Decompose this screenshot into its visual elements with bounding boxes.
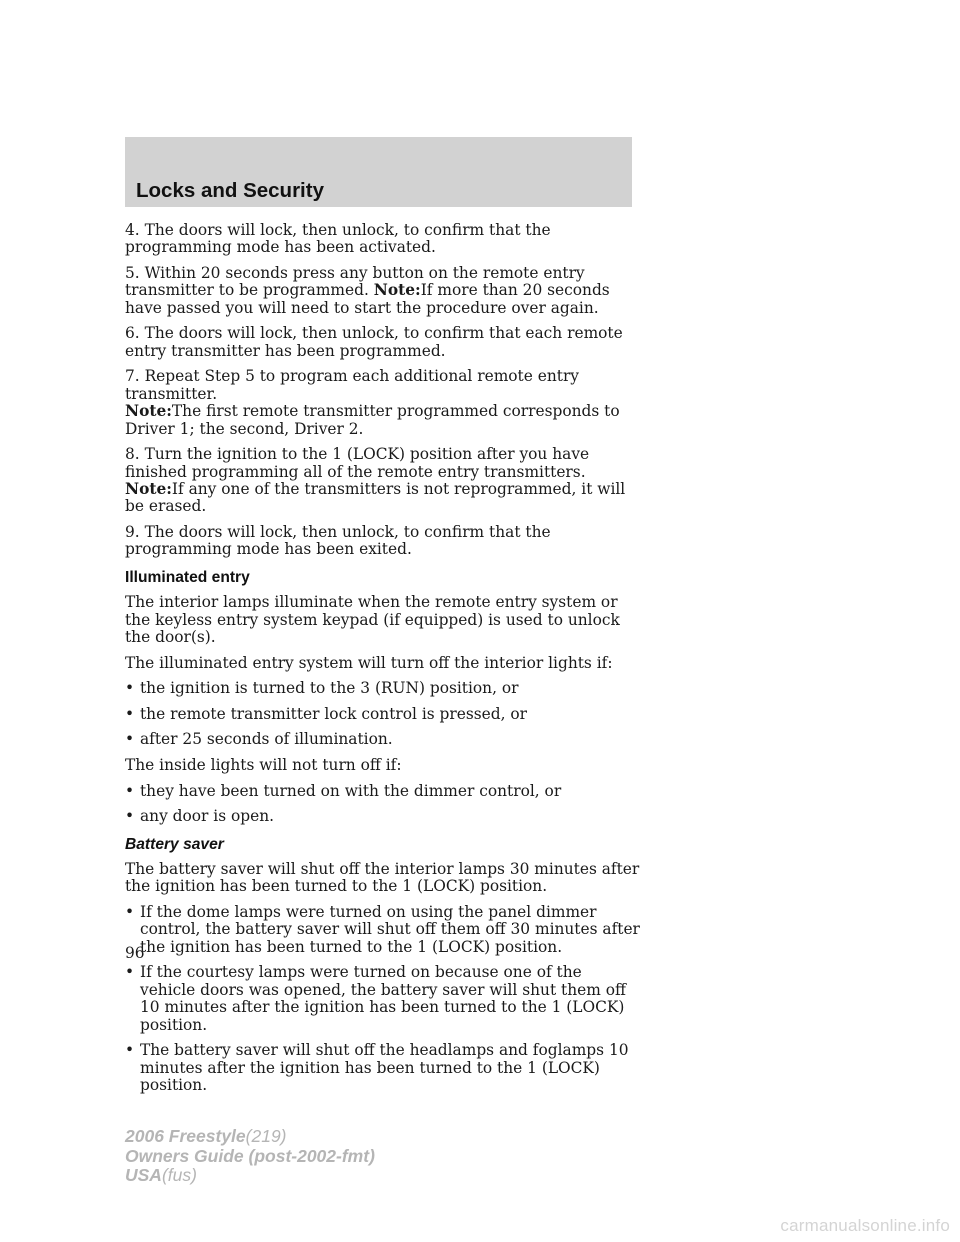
- list-item: • The battery saver will shut off the headlamps and foglamps 10 minutes after the ignition has been turned to the 1 (LOCK) position.: [125, 1041, 629, 1095]
- list-item: • any door is open.: [125, 807, 275, 826]
- list-item: • If the courtesy lamps were turned on because one of the vehicle doors was opened, the battery saver will shut them off 10 minutes after the ignition has been turned to the 1 (LOCK) position.: [125, 963, 626, 1034]
- bullet-icon: •: [125, 903, 135, 922]
- bullet-icon: •: [125, 1041, 135, 1060]
- battery-saver-heading: Battery saver: [125, 835, 224, 853]
- list-item: • after 25 seconds of illumination.: [125, 730, 393, 749]
- step-9: 9. The doors will lock, then unlock, to confirm that the programming mode has been exited.: [125, 523, 551, 559]
- list-item: • If the dome lamps were turned on using the panel dimmer control, the battery saver will shut off them off 30 minutes after the ignition has been turned to the 1 (LOCK) position.: [125, 903, 640, 956]
- bullet-icon: •: [125, 963, 135, 982]
- illuminated-entry-intro: The interior lamps illuminate when the remote entry system or the keyless entry system keypad (if equipped) is used to unlock the door(s).: [125, 593, 620, 647]
- bullet-icon: •: [125, 704, 135, 723]
- bullet-icon: •: [125, 730, 135, 749]
- bullet-icon: •: [125, 781, 135, 800]
- note-label: Note:: [125, 402, 172, 421]
- page-content: [125, 222, 640, 1103]
- list-item: • they have been turned on with the dimmer control, or: [125, 781, 562, 800]
- battery-saver-list: [125, 904, 640, 1094]
- turn-off-list: [125, 680, 640, 749]
- document-footer: [125, 1127, 375, 1186]
- illuminated-entry-heading: Illuminated entry: [125, 568, 250, 586]
- footer-line-guide: Owners Guide (post-2002-fmt): [125, 1145, 375, 1166]
- watermark: carmanualsonline.info: [780, 1216, 950, 1235]
- section-title: Locks and Security: [136, 179, 324, 202]
- turn-off-intro: The illuminated entry system will turn off the interior lights if:: [125, 653, 613, 672]
- bullet-icon: •: [125, 807, 135, 826]
- step-5: 5. Within 20 seconds press any button on the remote entry transmitter to be programmed. Note:If more than 20 seconds have passed you will need to start the procedure over again.: [125, 264, 610, 317]
- note-label: Note:: [125, 480, 172, 499]
- list-item: • the ignition is turned to the 3 (RUN) position, or: [125, 679, 519, 698]
- footer-line-market: USA(fus): [125, 1165, 197, 1186]
- battery-saver-intro: The battery saver will shut off the interior lamps 30 minutes after the ignition has been turned to the 1 (LOCK) position.: [125, 860, 640, 896]
- step-7: 7. Repeat Step 5 to program each additional remote entry transmitter. Note:The first remote transmitter programmed corresponds to Driver 1; the second, Driver 2.: [125, 367, 620, 438]
- footer-line-model: 2006 Freestyle(219): [125, 1126, 287, 1146]
- step-8: 8. Turn the ignition to the 1 (LOCK) position after you have finished programming all of the remote entry transmitters. Note:If any one of the transmitters is not reprogrammed, it will be erased.: [125, 445, 626, 516]
- section-header-band: [125, 137, 632, 207]
- not-turn-off-list: [125, 783, 640, 826]
- bullet-icon: •: [125, 679, 135, 698]
- list-item: • the remote transmitter lock control is pressed, or: [125, 704, 528, 723]
- not-turn-off-intro: The inside lights will not turn off if:: [125, 756, 402, 775]
- page-number: 96: [125, 944, 145, 962]
- step-4: 4. The doors will lock, then unlock, to confirm that the programming mode has been activated.: [125, 221, 551, 257]
- note-label: Note:: [373, 281, 421, 300]
- step-6: 6. The doors will lock, then unlock, to confirm that each remote entry transmitter has been programmed.: [125, 324, 623, 360]
